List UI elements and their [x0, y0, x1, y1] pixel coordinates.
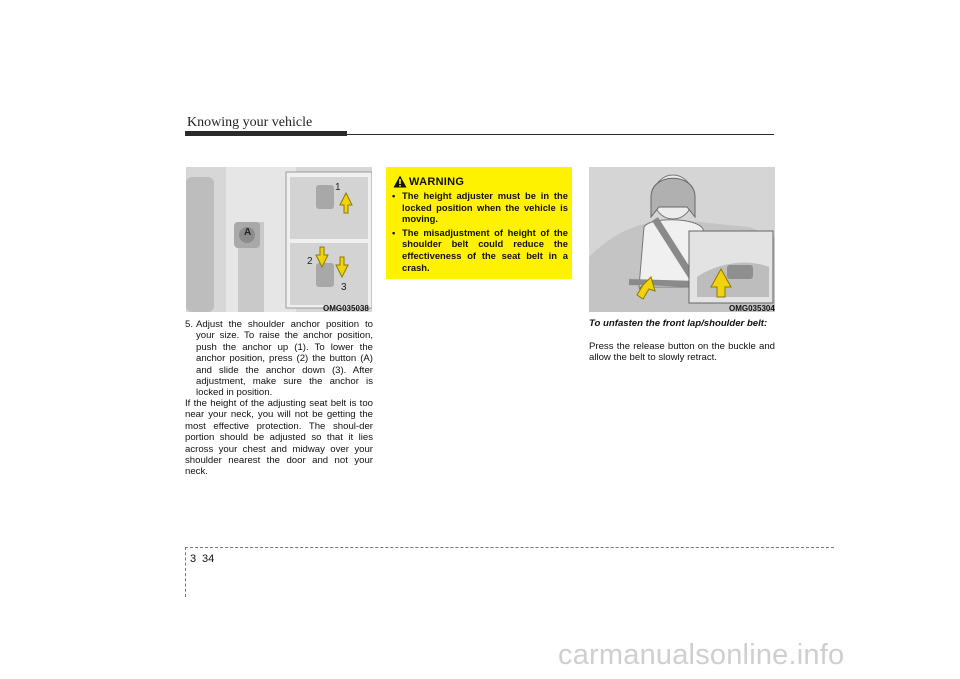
warning-item: [390, 190, 568, 225]
unfasten-heading: To unfasten the front lap/shoulder belt:: [589, 318, 768, 329]
warning-item-text: The misadjustment of height of the shoulder belt could reduce the effectiveness of the seat belt in a crash.: [402, 226, 568, 273]
label-a: A: [244, 227, 252, 238]
bullet: •: [392, 190, 396, 201]
body-paragraph: If the height of the adjusting seat belt is too near your neck, you will not be getting the most effective protection. The shoul-der portion should be adjusted so that it lies across your chest and midway over your shoulder nearest the door and not your neck.: [185, 398, 373, 478]
warning-item: [390, 227, 568, 273]
bullet: •: [392, 226, 396, 238]
section-title: Knowing your vehicle: [187, 115, 313, 130]
section-number: 3: [190, 553, 197, 565]
anchor-illustration: [186, 167, 372, 312]
label-2: 2: [307, 256, 313, 267]
warning-item-text: The height adjuster must be in the locked position when the vehicle is moving.: [402, 190, 568, 225]
unfasten-illustration: [589, 167, 775, 312]
header-bar: [185, 131, 347, 136]
warning-list: [390, 190, 568, 275]
step-number: 5.: [185, 319, 194, 330]
step-text: Adjust the shoulder anchor position to your size. To raise the anchor position, push the anchor up (1). To lower the anchor position, press (2) the button (A) and slide the anchor down (3). After adjustment, make sure the anchor is locked in position.: [196, 319, 373, 399]
page-number: 34: [202, 553, 215, 565]
label-3: 3: [341, 282, 347, 293]
label-1: 1: [335, 182, 341, 193]
figure2-caption: OMG035304: [729, 304, 775, 313]
warning-triangle-icon: [393, 175, 407, 188]
unfasten-text: Press the release button on the buckle and allow the belt to slowly retract.: [589, 341, 775, 364]
footer-divider: [185, 547, 186, 597]
footer-rule: [185, 547, 834, 548]
watermark: carmanualsonline.info: [558, 639, 845, 671]
step-5: [185, 319, 373, 399]
warning-title: WARNING: [409, 176, 465, 188]
figure1-caption: OMG035038: [323, 304, 369, 313]
